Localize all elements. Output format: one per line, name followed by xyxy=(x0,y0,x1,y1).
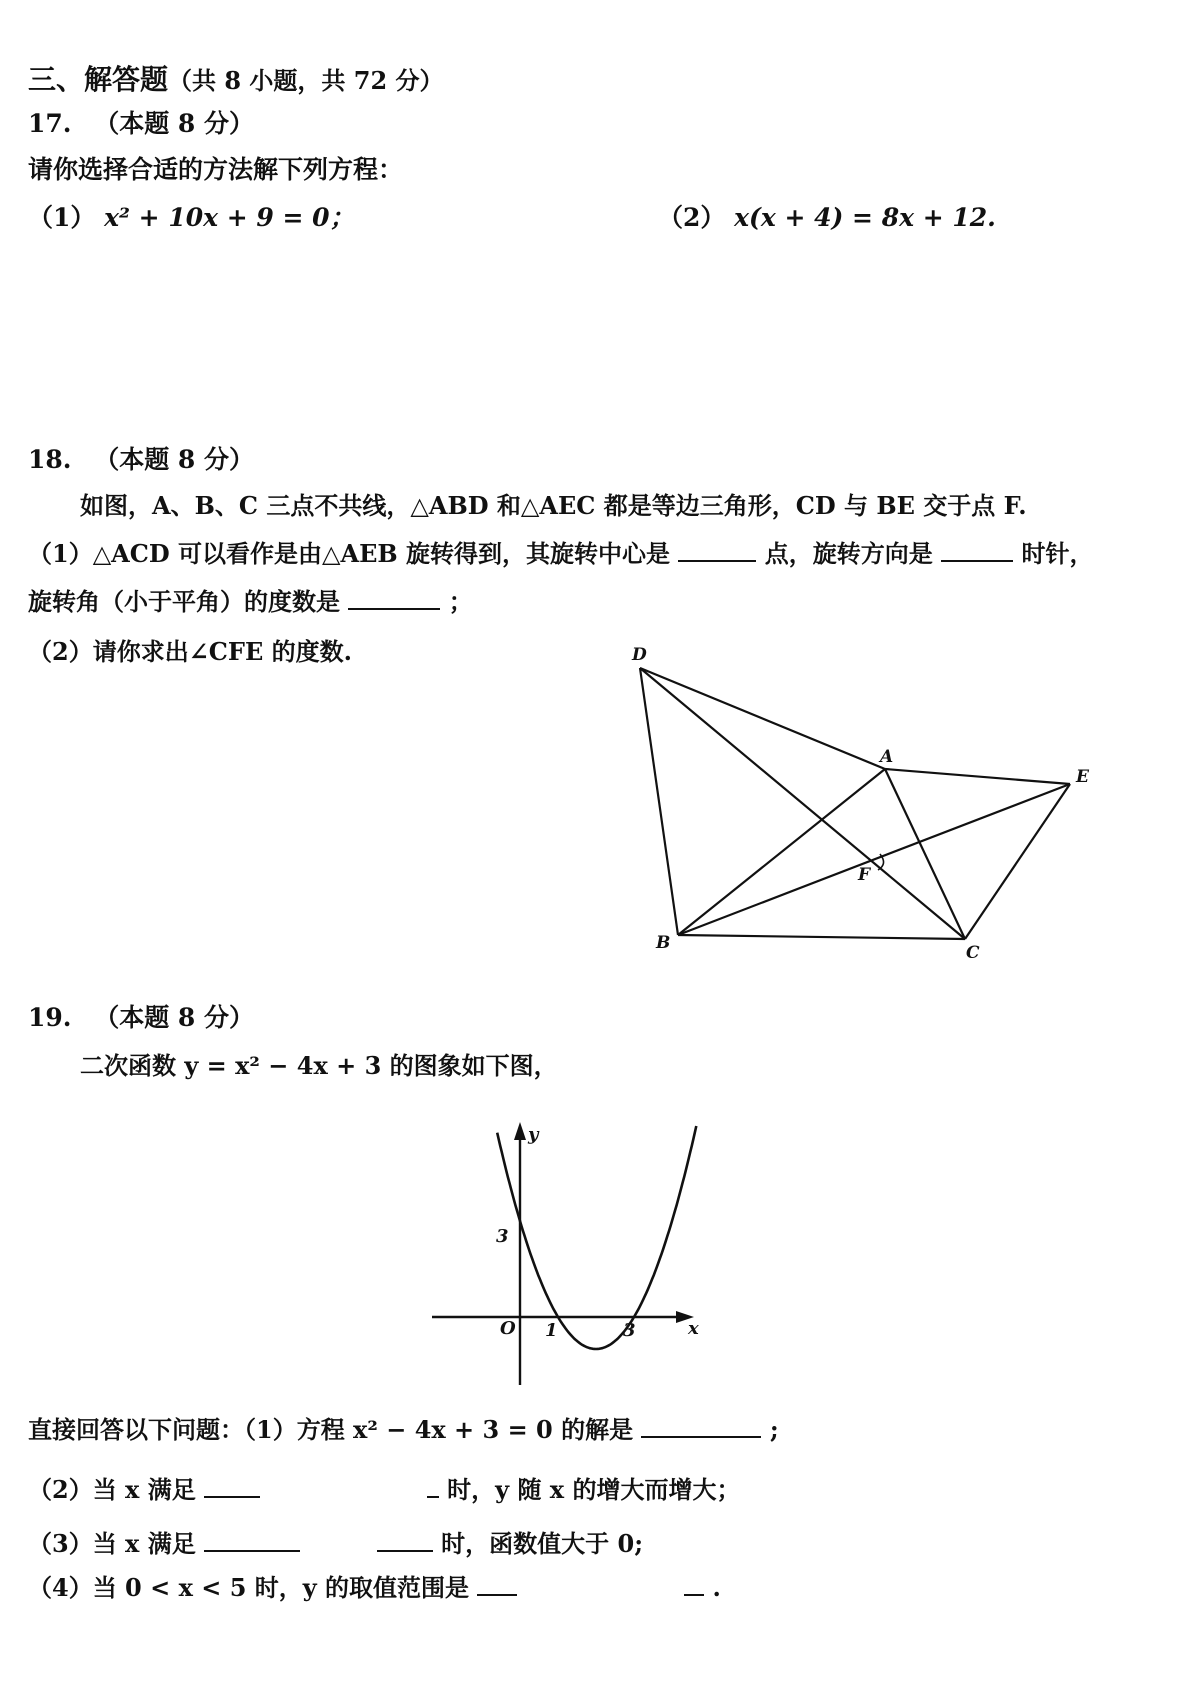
equation: x² + 10x + 9 = 0； xyxy=(104,203,355,232)
label-C: C xyxy=(966,943,980,963)
answer-blank[interactable] xyxy=(204,1495,260,1498)
q17-prompt: 请你选择合适的方法解下列方程： xyxy=(28,155,404,184)
answer-blank[interactable] xyxy=(377,1549,433,1552)
part1-text: ; xyxy=(769,1415,779,1444)
y-axis-label: y xyxy=(528,1124,539,1145)
question-number: 19. xyxy=(28,1003,72,1032)
section-note: （共 8 小题，共 72 分） xyxy=(168,66,444,95)
part3-text: 时，函数值大于 0; xyxy=(441,1529,644,1558)
q19-intro: 二次函数 y = x² − 4x + 3 的图象如下图， xyxy=(80,1051,558,1080)
label-B: B xyxy=(656,933,671,953)
equation: x(x + 4) = 8x + 12. xyxy=(734,203,996,232)
q19-part3 xyxy=(28,1524,643,1559)
x-axis-label: x xyxy=(688,1318,699,1339)
part1-text: ； xyxy=(448,587,473,616)
question-score: （本题 8 分） xyxy=(94,1003,255,1032)
answer-blank[interactable] xyxy=(641,1435,761,1438)
label-E: E xyxy=(1076,767,1089,787)
part1-text: 旋转角（小于平角）的度数是 xyxy=(28,587,340,616)
question-number: 18. xyxy=(28,445,72,474)
answer-blank[interactable] xyxy=(684,1593,704,1596)
answer-blank[interactable] xyxy=(427,1495,439,1498)
label-A: A xyxy=(880,747,894,767)
q18-part2: （2）请你求出∠CFE 的度数. xyxy=(28,637,352,666)
y-intercept-label: 3 xyxy=(496,1226,509,1247)
tick-label-3: 3 xyxy=(623,1320,636,1341)
part1-text: 点，旋转方向是 xyxy=(764,539,933,568)
part2-text: （2）当 x 满足 xyxy=(28,1475,196,1504)
answer-blank[interactable] xyxy=(477,1593,517,1596)
q18-intro: 如图，A、B、C 三点不共线，△ABD 和△AEC 都是等边三角形，CD 与 BE 交于点 F. xyxy=(80,491,1027,520)
section-title: 三、解答题 xyxy=(28,63,169,96)
part2-text: 时，y 随 x 的增大而增大； xyxy=(447,1475,741,1504)
answer-blank[interactable] xyxy=(204,1549,300,1552)
part1-text: （1）△ACD 可以看作是由△AEB 旋转得到，其旋转中心是 xyxy=(28,539,671,568)
parabola-curve xyxy=(497,1126,696,1349)
y-axis-arrow xyxy=(514,1122,526,1140)
question-score: （本题 8 分） xyxy=(94,109,255,138)
question-number: 17. xyxy=(28,109,72,138)
part-label: （1） xyxy=(28,203,96,232)
tick-label-1: 1 xyxy=(545,1320,558,1341)
part3-text: （3）当 x 满足 xyxy=(28,1529,196,1558)
part1-text: 直接回答以下问题：（1）方程 x² − 4x + 3 = 0 的解是 xyxy=(28,1415,634,1444)
q19-part1 xyxy=(28,1410,779,1445)
part4-text: （4）当 0 < x < 5 时，y 的取值范围是 xyxy=(28,1573,470,1602)
question-score: （本题 8 分） xyxy=(94,445,255,474)
part-label: （2） xyxy=(658,203,726,232)
part1-text: 时针， xyxy=(1021,539,1094,568)
label-F: F xyxy=(858,865,871,885)
label-D: D xyxy=(632,645,647,665)
part4-text: . xyxy=(712,1573,721,1602)
q19-part2 xyxy=(28,1470,740,1505)
q19-part4 xyxy=(28,1568,721,1603)
origin-label: O xyxy=(500,1318,516,1339)
